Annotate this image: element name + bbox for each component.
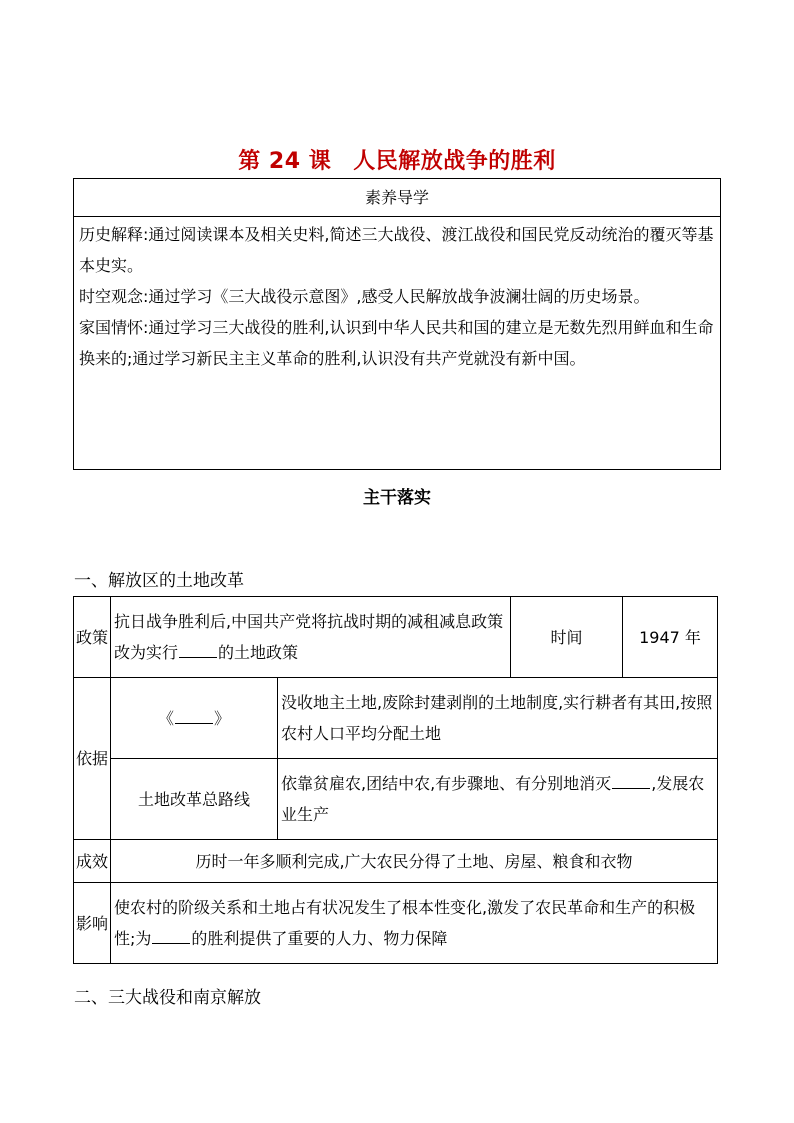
time-value: 1947 年 — [623, 597, 718, 678]
impact-content — [111, 883, 718, 964]
guide-line-patriotism: 家国情怀:通过学习三大战役的胜利,认识到中华人民共和国的建立是无数先烈用鲜血和生命换来的;通过学习新民主主义革命的胜利,认识没有共产党就没有新中国。 — [79, 318, 714, 368]
impact-label: 影响 — [74, 883, 111, 964]
guide-line-history: 历史解释:通过阅读课本及相关史料,简述三大战役、渡江战役和国民党反动统治的覆灭等基本史实。 — [79, 225, 714, 275]
impact-text: 使农村的阶级关系和土地占有状况发生了根本性变化,激发了农民革命和生产的积极性;为 — [114, 898, 696, 948]
policy-text-end: 的土地政策 — [218, 643, 299, 662]
law-name — [111, 678, 278, 759]
answer-blank[interactable] — [175, 722, 213, 724]
policy-content — [111, 597, 511, 678]
law-bracket-open: 《 — [157, 708, 174, 728]
guide-box — [73, 178, 721, 470]
policy-text: 抗日战争胜利后,中国共产党将抗战时期的减租减息政策改为实行 — [114, 612, 504, 662]
table-row — [74, 597, 718, 678]
answer-blank[interactable] — [612, 787, 650, 789]
line-label: 土地改革总路线 — [111, 759, 278, 840]
guide-line-spacetime: 时空观念:通过学习《三大战役示意图》,感受人民解放战争波澜壮阔的历史场景。 — [79, 287, 650, 306]
guide-body — [74, 217, 720, 374]
guide-heading: 素养导学 — [74, 179, 720, 217]
subtitle: 主干落实 — [363, 488, 431, 508]
table-row — [74, 840, 718, 883]
lesson-name: 人民解放战争的胜利 — [353, 149, 556, 174]
answer-blank[interactable] — [179, 656, 217, 658]
table-row — [74, 678, 718, 759]
law-content: 没收地主土地,废除封建剥削的土地制度,实行耕者有其田,按照农村人口平均分配土地 — [278, 678, 718, 759]
time-label: 时间 — [511, 597, 623, 678]
line-text-end: ,发展农业生产 — [281, 774, 705, 824]
lesson-title — [0, 144, 794, 175]
basis-label: 依据 — [74, 678, 111, 840]
policy-label: 政策 — [74, 597, 111, 678]
line-content — [278, 759, 718, 840]
effect-content: 历时一年多顺利完成,广大农民分得了土地、房屋、粮食和衣物 — [111, 840, 718, 883]
law-bracket-close: 》 — [214, 708, 231, 728]
answer-blank[interactable] — [152, 942, 190, 944]
section-heading-1: 一、解放区的土地改革 — [74, 571, 244, 591]
land-reform-table — [73, 596, 718, 964]
table-row — [74, 759, 718, 840]
effect-label: 成效 — [74, 840, 111, 883]
section-heading-2: 二、三大战役和南京解放 — [74, 988, 261, 1008]
lesson-number: 第 24 课 — [238, 149, 332, 174]
table-row — [74, 883, 718, 964]
impact-text-end: 的胜利提供了重要的人力、物力保障 — [191, 929, 448, 948]
line-text: 依靠贫雇农,团结中农,有步骤地、有分别地消灭 — [281, 774, 612, 793]
